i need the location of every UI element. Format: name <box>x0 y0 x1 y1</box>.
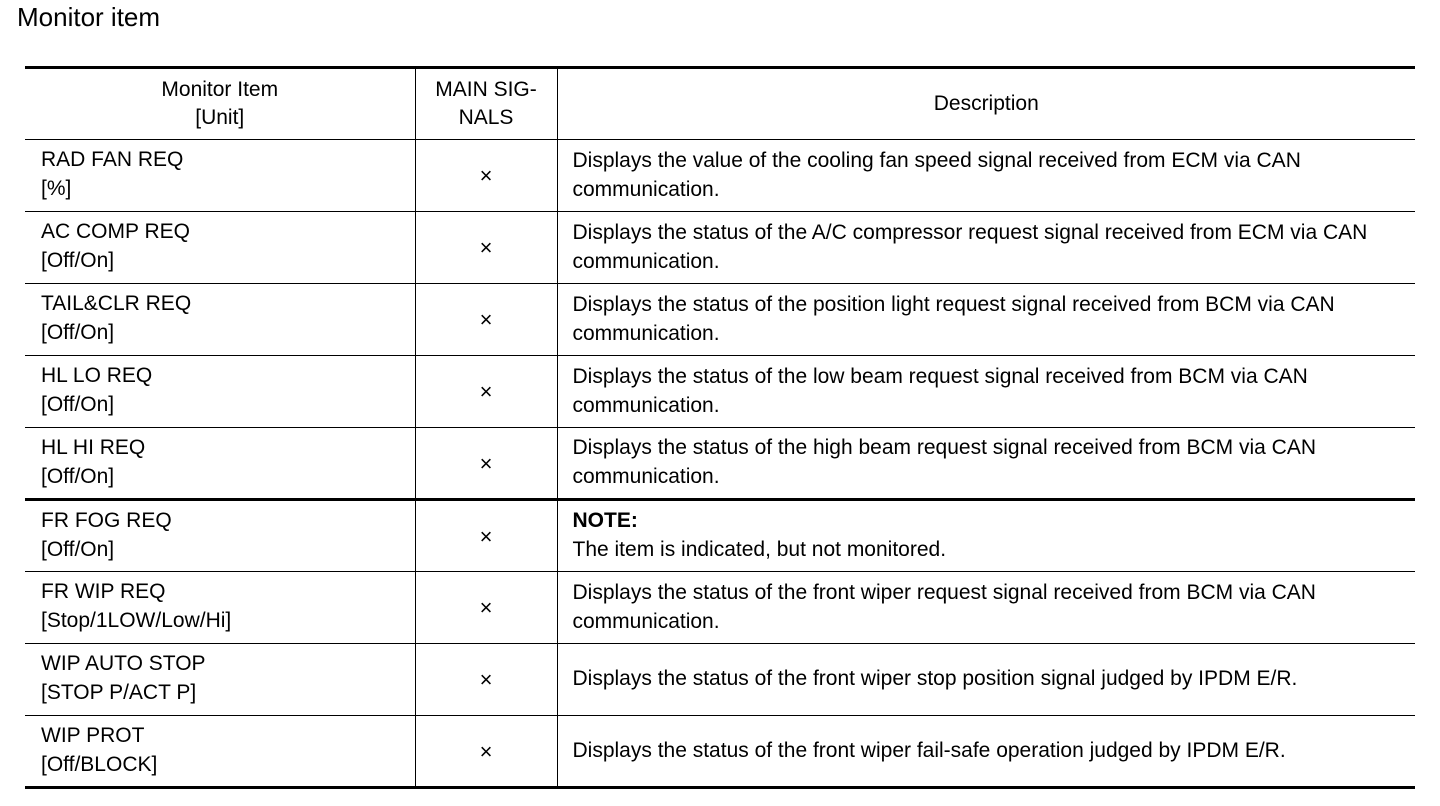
header-monitor-item-label: Monitor Item <box>161 78 279 101</box>
main-signal-mark: × <box>415 356 557 428</box>
monitor-item-name: HL LO REQ <box>41 364 153 387</box>
description-cell: Displays the status of the high beam request signal received from BCM via CAN communication. <box>557 428 1415 500</box>
monitor-item-unit: [Off/BLOCK] <box>41 753 158 776</box>
table-row <box>25 572 1415 644</box>
main-signal-mark: × <box>415 500 557 572</box>
monitor-item-cell <box>25 356 415 428</box>
monitor-item-unit: [STOP P/ACT P] <box>41 681 197 704</box>
table-row <box>25 140 1415 212</box>
monitor-item-cell <box>25 644 415 716</box>
description-cell: Displays the status of the front wiper fail-safe operation judged by IPDM E/R. <box>557 716 1415 788</box>
table-body <box>25 140 1415 788</box>
monitor-item-table <box>25 66 1415 789</box>
header-description: Description <box>557 68 1415 140</box>
header-main-signals <box>415 68 557 140</box>
monitor-item-name: AC COMP REQ <box>41 220 190 243</box>
header-unit-label: [Unit] <box>195 106 245 129</box>
monitor-item-unit: [%] <box>41 177 72 200</box>
table-row <box>25 212 1415 284</box>
monitor-item-cell <box>25 212 415 284</box>
header-row <box>25 68 1415 140</box>
monitor-item-cell <box>25 284 415 356</box>
monitor-item-unit: [Off/On] <box>41 321 115 344</box>
monitor-item-cell <box>25 572 415 644</box>
note-text: The item is indicated, but not monitored. <box>572 538 947 561</box>
header-monitor-item <box>25 68 415 140</box>
description-cell: Displays the value of the cooling fan speed signal received from ECM via CAN communication. <box>557 140 1415 212</box>
table-row <box>25 428 1415 500</box>
monitor-item-name: RAD FAN REQ <box>41 148 184 171</box>
table-row <box>25 716 1415 788</box>
monitor-item-unit: [Off/On] <box>41 249 115 272</box>
monitor-item-unit: [Off/On] <box>41 465 115 488</box>
main-signal-mark: × <box>415 284 557 356</box>
main-signal-mark: × <box>415 716 557 788</box>
description-cell: Displays the status of the position light request signal received from BCM via CAN communication. <box>557 284 1415 356</box>
table-row <box>25 644 1415 716</box>
header-main-signals-line2: NALS <box>458 106 514 129</box>
main-signal-mark: × <box>415 140 557 212</box>
monitor-item-name: WIP AUTO STOP <box>41 652 206 675</box>
monitor-item-cell <box>25 140 415 212</box>
monitor-item-cell <box>25 716 415 788</box>
monitor-item-cell <box>25 500 415 572</box>
monitor-item-cell <box>25 428 415 500</box>
main-signal-mark: × <box>415 644 557 716</box>
monitor-item-name: WIP PROT <box>41 724 145 747</box>
description-cell: Displays the status of the front wiper request signal received from BCM via CAN communication. <box>557 572 1415 644</box>
monitor-item-unit: [Off/On] <box>41 393 115 416</box>
description-cell: Displays the status of the front wiper stop position signal judged by IPDM E/R. <box>557 644 1415 716</box>
description-cell: Displays the status of the low beam request signal received from BCM via CAN communication. <box>557 356 1415 428</box>
page-title: Monitor item <box>17 2 161 32</box>
description-cell <box>557 500 1415 572</box>
table-row <box>25 500 1415 572</box>
monitor-item-name: HL HI REQ <box>41 436 146 459</box>
main-signal-mark: × <box>415 428 557 500</box>
monitor-item-unit: [Off/On] <box>41 538 115 561</box>
header-main-signals-line1: MAIN SIG- <box>435 78 537 101</box>
description-cell: Displays the status of the A/C compressor request signal received from ECM via CAN communication. <box>557 212 1415 284</box>
table-header <box>25 68 1415 140</box>
table-row <box>25 284 1415 356</box>
main-signal-mark: × <box>415 572 557 644</box>
note-label: NOTE: <box>572 509 638 532</box>
table-row <box>25 356 1415 428</box>
monitor-item-name: TAIL&CLR REQ <box>41 292 192 315</box>
main-signal-mark: × <box>415 212 557 284</box>
monitor-item-name: FR WIP REQ <box>41 580 166 603</box>
monitor-item-name: FR FOG REQ <box>41 509 172 532</box>
monitor-item-unit: [Stop/1LOW/Low/Hi] <box>41 609 232 632</box>
